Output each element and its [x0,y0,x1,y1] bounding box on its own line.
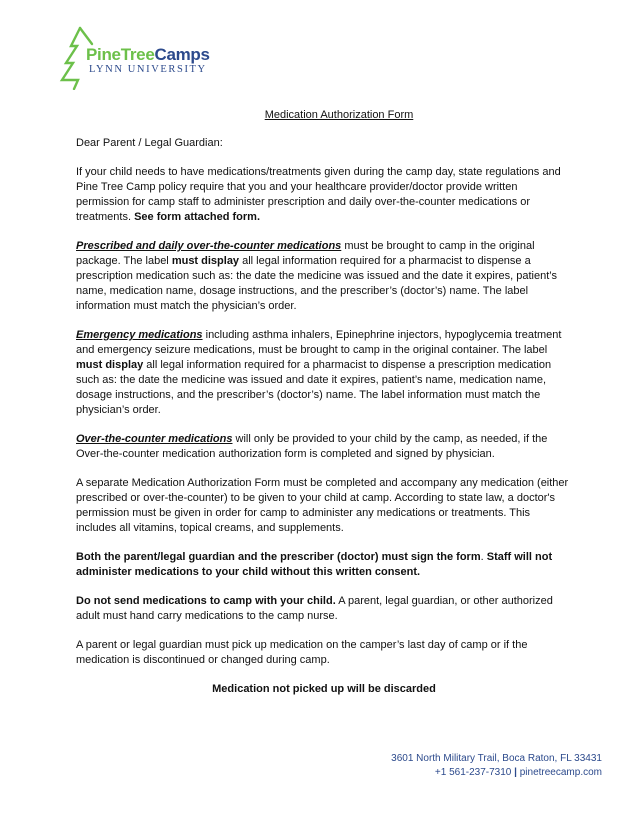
discard-notice: Medication not picked up will be discarded [212,683,436,695]
consent-text: . [480,551,487,563]
document-body [76,108,572,711]
emergency-text2: all legal information required for a pharmacist to dispense a prescription medication such as: the date the medicine was issued and date it expires, patient’s name, medication name, dosage instructions, and the prescriber’s (doctor’s) name. The label information must match the physician’s order. [76,359,552,416]
intro-bold: See form attached form. [134,211,260,223]
footer [391,752,602,780]
greeting: Dear Parent / Legal Guardian: [76,137,223,149]
footer-address: 3601 North Military Trail, Boca Raton, FL 33431 [391,753,602,764]
logo-subtitle: LYNN UNIVERSITY [89,64,207,75]
prescribed-bold: must display [171,255,240,267]
otc-text: will only be provided to your child by the camp, as needed, if the Over-the-counter medication authorization form is completed and signed by physician. [76,433,548,460]
prescribed-paragraph [76,239,572,314]
no-send-paragraph [76,594,572,624]
footer-separator: | [514,767,517,778]
logo-name [86,46,210,64]
logo-name-part2: Camps [154,45,210,64]
emergency-paragraph [76,328,572,418]
footer-contact [391,766,602,780]
logo [58,26,208,90]
page-title: Medication Authorization Form [264,109,414,121]
logo-name-part1: PineTree [86,45,155,64]
intro-paragraph [76,165,572,225]
footer-phone: +1 561-237-7310 [434,767,512,778]
emergency-lead: Emergency medications [76,329,203,341]
emergency-text1: including asthma inhalers, Epinephrine injectors, hypoglycemia treatment and emergency seizure medications, must be brought to camp in the original container. The label [76,329,562,356]
consent-paragraph [76,550,572,580]
otc-lead: Over-the-counter medications [76,433,233,445]
prescribed-text1: must be brought to camp in the original package. The label [76,240,535,267]
intro-text: If your child needs to have medications/treatments given during the camp day, state regulations and Pine Tree Camp policy require that you and your healthcare provider/doctor provide written permission for camp staff to administer prescription and daily over-the-counter medications or treatments. [76,166,561,223]
footer-website[interactable]: pinetreecamp.com [519,767,602,778]
no-send-text: A parent, legal guardian, or other authorized adult must hand carry medications to the camp nurse. [76,595,553,622]
consent-bold1: Both the parent/legal guardian and the prescriber (doctor) must sign the form [76,551,481,563]
otc-paragraph [76,432,572,462]
emergency-bold: must display [76,359,144,371]
prescribed-lead: Prescribed and daily over-the-counter medications [76,240,342,252]
pickup-paragraph: A parent or legal guardian must pick up medication on the camper’s last day of camp or if the medication is discontinued or changed during camp. [76,639,528,666]
consent-bold2: Staff will not administer medications to your child without this written consent. [76,551,553,578]
prescribed-text2: all legal information required for a pharmacist to dispense a prescription medication such as: the date the medicine was issued and the date it expires, patient’s name, medication name, dosage instructions, and the prescriber’s (doctor’s) name. The label information must match the physician’s order. [76,255,558,312]
separate-form-paragraph: A separate Medication Authorization Form must be completed and accompany any medication (either prescribed or over-the-counter) to be given to your child at camp. According to state law, a doctor's permission must be given in order for camp to administer any medications or treatments. This includes all vitamins, topical creams, and supplements. [76,477,569,534]
no-send-bold: Do not send medications to camp with your child. [76,595,336,607]
